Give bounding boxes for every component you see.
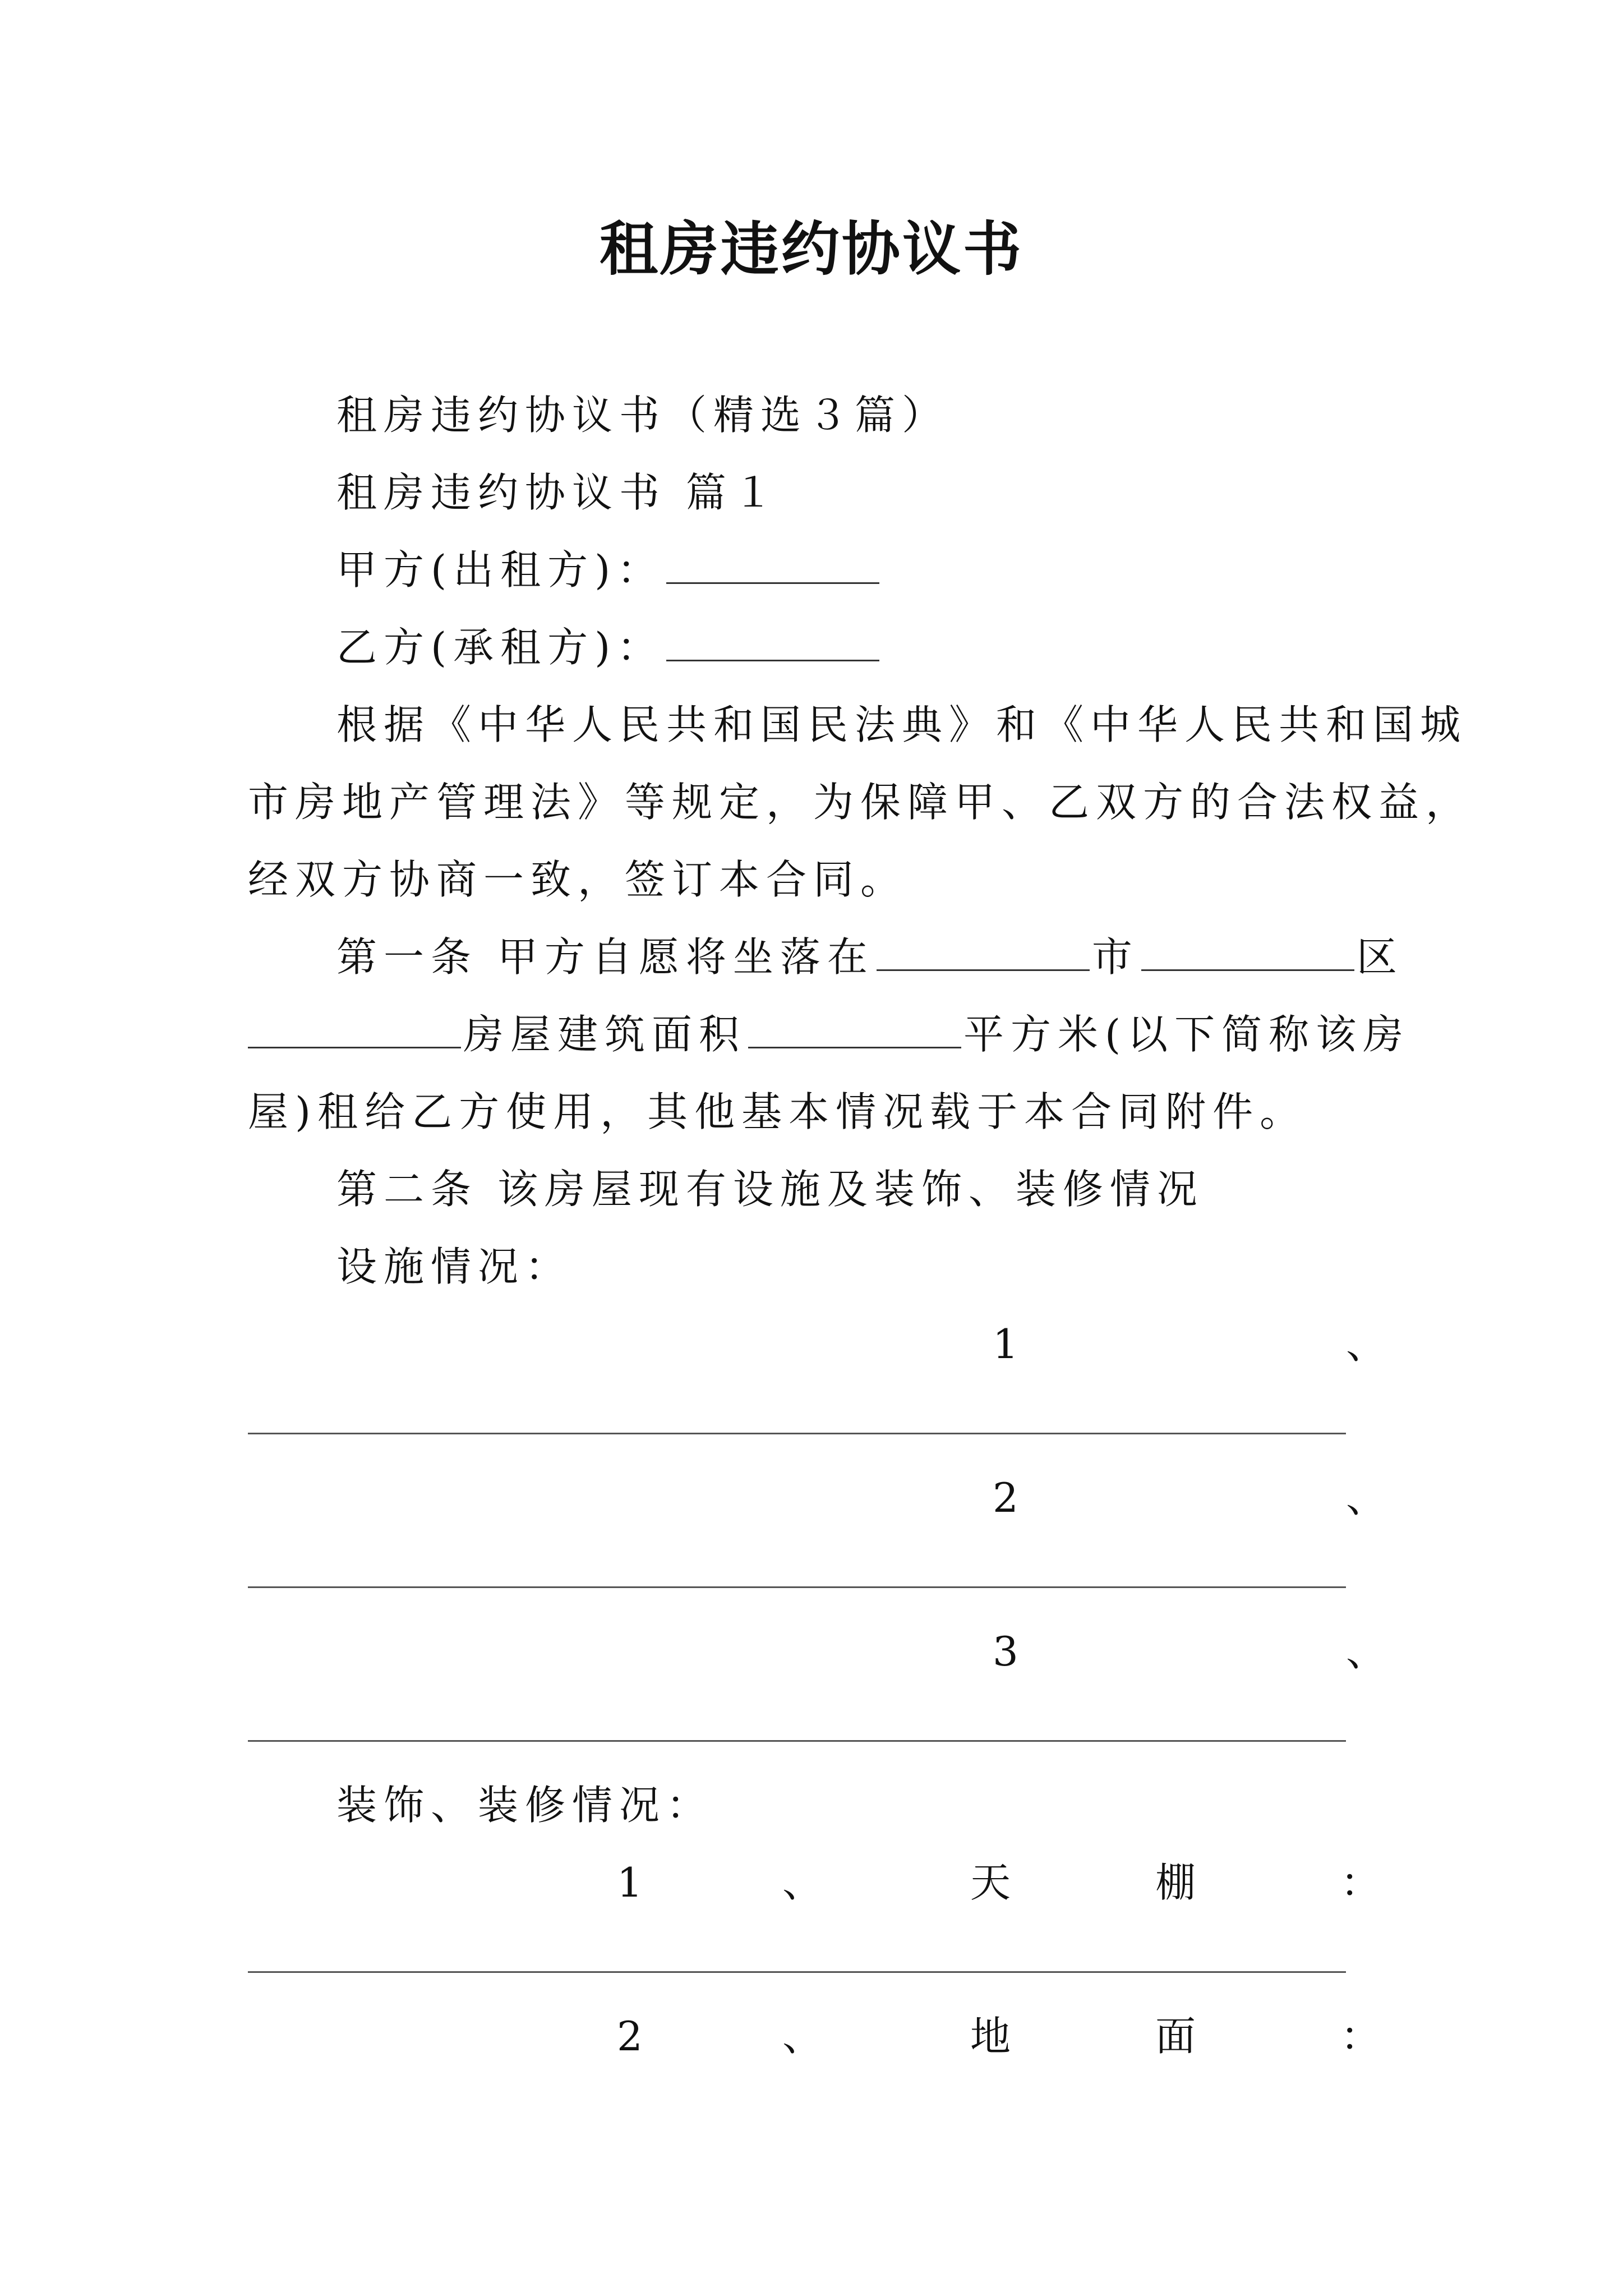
facility-item-1-blank[interactable] xyxy=(248,1433,1346,1434)
facility-item-number: 1 xyxy=(993,1320,1018,1368)
article1-text-a: 第一条 甲方自愿将坐落在 xyxy=(336,933,874,981)
decoration-item-char: 天 xyxy=(970,1859,1011,1906)
facility-item-3-blank[interactable] xyxy=(248,1740,1346,1742)
document-title: 租房违约协议书 xyxy=(599,215,1023,283)
para1-line1: 根据《中华人民共和国民法典》和《中华人民共和国城 xyxy=(336,701,1468,748)
party-a-label: 甲方(出租方)： xyxy=(336,546,665,593)
party-a-blank[interactable] xyxy=(666,577,879,584)
party-b-blank[interactable] xyxy=(666,654,879,661)
subtitle: 租房违约协议书（精选３篇） xyxy=(336,392,949,439)
article1-line1 xyxy=(336,929,1404,985)
para1-line3: 经双方协商一致，签订本合同。 xyxy=(248,856,908,903)
decoration-item-number: 1 xyxy=(617,1859,643,1906)
decoration-item-colon: ： xyxy=(1340,2013,1381,2060)
facility-item-separator: 、 xyxy=(1346,1628,1387,1675)
decoration-label: 装饰、装修情况： xyxy=(336,1782,714,1829)
decoration-item-separator: 、 xyxy=(782,2013,823,2060)
city-blank[interactable] xyxy=(877,964,1090,971)
facility-item-separator: 、 xyxy=(1346,1320,1387,1368)
district-blank[interactable] xyxy=(1141,964,1354,971)
facility-item-separator: 、 xyxy=(1346,1474,1387,1521)
decoration-item-char: 面 xyxy=(1155,2013,1196,2060)
decoration-item-number: 2 xyxy=(617,2013,643,2060)
facilities-label: 设施情况： xyxy=(336,1243,573,1290)
area-blank[interactable] xyxy=(748,1041,961,1048)
ceiling-blank[interactable] xyxy=(248,1971,1346,1973)
decoration-item-char: 棚 xyxy=(1155,1859,1196,1906)
decoration-item-separator: 、 xyxy=(782,1859,823,1906)
decoration-item-colon: ： xyxy=(1340,1859,1381,1906)
chapter-heading: 租房违约协议书 篇１ xyxy=(336,469,780,516)
article1-text-c: 区 xyxy=(1356,933,1404,981)
party-a-line xyxy=(336,542,882,598)
facility-item-number: 2 xyxy=(993,1474,1018,1521)
article1-line3: 屋)租给乙方使用，其他基本情况载于本合同附件。 xyxy=(248,1088,1307,1135)
facility-item-number: 3 xyxy=(993,1628,1018,1675)
article1-text-e: 平方米(以下简称该房 xyxy=(963,1011,1410,1058)
party-b-line xyxy=(336,619,882,675)
facility-item-2-blank[interactable] xyxy=(248,1586,1346,1588)
article1-text-d: 房屋建筑面积 xyxy=(463,1011,746,1058)
address-blank[interactable] xyxy=(248,1041,461,1048)
article1-text-b: 市 xyxy=(1091,933,1139,981)
article2-heading: 第二条 该房屋现有设施及装饰、装修情况 xyxy=(336,1166,1204,1213)
para1-line2: 市房地产管理法》等规定，为保障甲、乙双方的合法权益， xyxy=(248,779,1473,826)
party-b-label: 乙方(承租方)： xyxy=(336,624,665,671)
article1-line2 xyxy=(248,1006,1410,1062)
decoration-item-char: 地 xyxy=(970,2013,1011,2060)
